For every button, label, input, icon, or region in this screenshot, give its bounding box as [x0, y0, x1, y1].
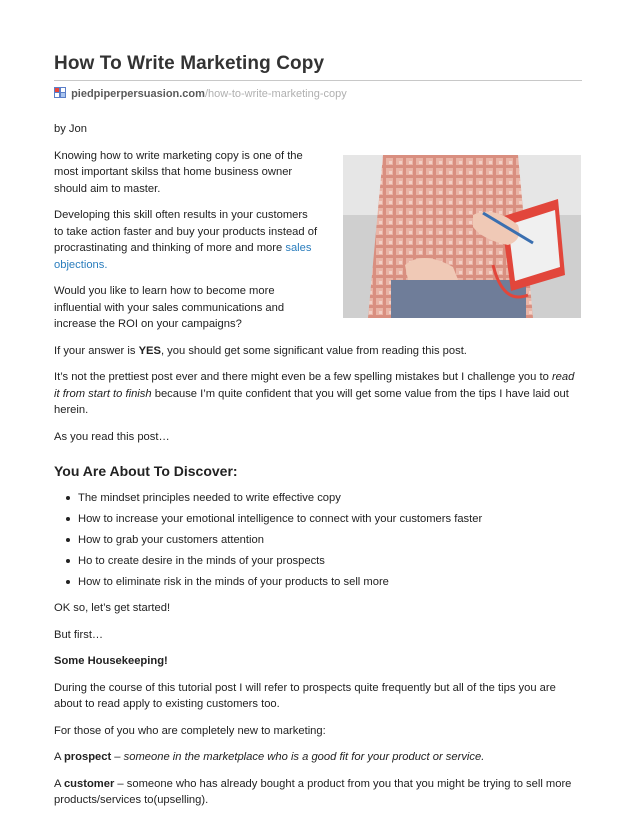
discover-list [54, 490, 582, 591]
list-item: How to increase your emotional intelligence to connect with your customers faster [78, 511, 582, 528]
paragraph-new-to-marketing: For those of you who are completely new to marketing: [54, 724, 326, 737]
site-favicon-icon [54, 87, 66, 98]
list-item: How to eliminate risk in the minds of your products to sell more [78, 574, 582, 591]
definition-customer: A customer – someone who has already bought a product from you that you might be trying to sell more products/services to(upselling). [54, 777, 572, 806]
paragraph-but-first: But first… [54, 628, 104, 641]
challenge-emphasis: read it from start to finish [54, 371, 575, 400]
paragraph-started: OK so, let’s get started! [54, 602, 171, 614]
list-item: How to grab your customers attention [78, 532, 582, 549]
article-body [54, 121, 582, 819]
definition-prospect: A prospect – someone in the marketplace who is a good fit for your product or service. [54, 751, 485, 763]
source-line [54, 87, 347, 101]
paragraph-yes: If your answer is YES, you should get some significant value from reading this post. [54, 344, 467, 357]
source-path: /how-to-write-marketing-copy [204, 88, 347, 100]
yes-emphasis: YES [138, 344, 161, 357]
list-item: The mindset principles needed to write effective copy [78, 490, 582, 507]
section-heading: You Are About To Discover: [54, 463, 238, 479]
source-domain-link[interactable]: piedpiperpersuasion.com [71, 88, 205, 100]
byline: by Jon [54, 123, 87, 135]
paragraph-developing: Developing this skill often results in your customers to take action faster and buy your products instead of procrastinating and thinking of more and more sales objections. [54, 209, 318, 271]
paragraph-prospects: During the course of this tutorial post I will refer to prospects quite frequently but all of the tips you are about to read apply to existing customers too. [54, 681, 556, 710]
page-title: How To Write Marketing Copy [54, 53, 325, 74]
title-divider [54, 80, 582, 81]
paragraph-intro: Knowing how to write marketing copy is one of the most important skilss that home business owner should aim to master. [54, 149, 303, 195]
list-item: Ho to create desire in the minds of your prospects [78, 553, 582, 570]
sales-objections-link[interactable]: sales objections. [54, 242, 312, 271]
housekeeping-heading: Some Housekeeping! [54, 655, 168, 667]
paragraph-as-you-read: As you read this post… [54, 430, 170, 443]
paragraph-question: Would you like to learn how to become more influential with your sales communications and increase the ROI on your campaigns? [54, 285, 285, 330]
paragraph-challenge: It’s not the prettiest post ever and there might even be a few spelling mistakes but I challenge you to read it from start to finish because I’m quite confident that you will get some value from the tips I have laid out herein. [54, 371, 575, 416]
